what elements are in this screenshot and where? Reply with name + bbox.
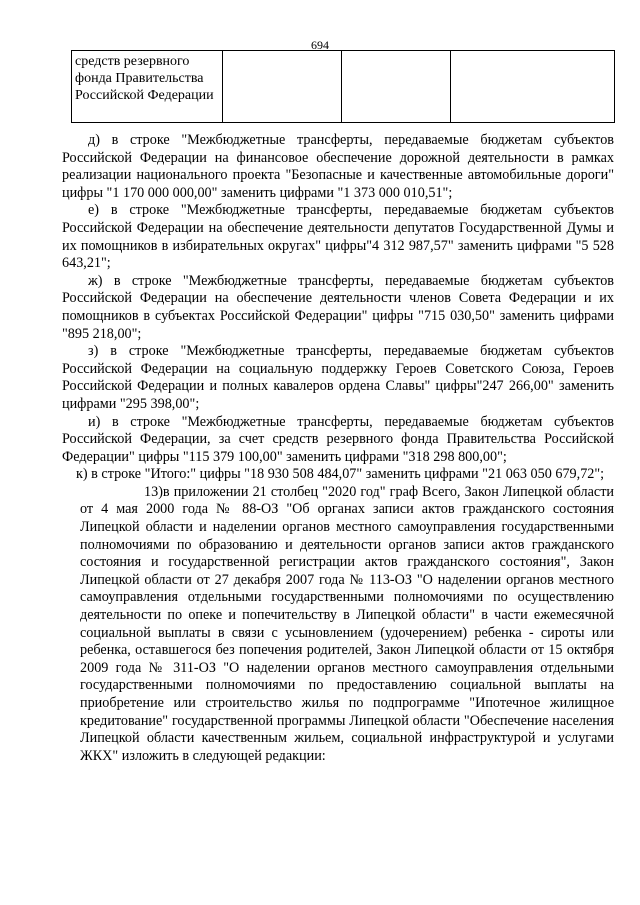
table-row [72, 51, 615, 123]
paragraph-d: д) в строке "Межбюджетные трансферты, передаваемые бюджетам субъектов Российской Федерации на финансовое обеспечение дорожной деятельности в рамках реализации национального проекта "Безопасные и качественные автомобильные дороги" цифры "1 170 000 000,00" заменить цифрами "1 373 000 010,51"; [62, 132, 614, 201]
paragraph-z: з) в строке "Межбюджетные трансферты, передаваемые бюджетам субъектов Российской Федерации на социальную поддержку Героев Советского Союза, Героев Российской Федерации и полных кавалеров ордена Славы" цифры"247 266,00" заменить цифрами "295 398,00"; [62, 343, 614, 412]
table-cell [342, 51, 451, 123]
section-13: 13)в приложении 21 столбец "2020 год" граф Всего, Закон Липецкой области от 4 мая 2000 года № 88-ОЗ "Об органах записи актов гражданского состояния Липецкой области и наделении органов местного самоуправления государственными полномочиями по образованию и деятельности органов записи актов гражданского состояния и государственной регистрации актов гражданского состояния", Закон Липецкой области от 27 декабря 2007 года № 113-ОЗ "О наделении органов местного самоуправления отдельными государственными полномочиями по осуществлению деятельности по опеке и попечительству в Липецкой области" в части ежемесячной социальной выплаты в связи с усыновлением (удочерением) ребенка - сироты или ребенка, оставшегося без попечения родителей, Закон Липецкой области от 15 октября 2009 года № 311-ОЗ "О наделении органов местного самоуправления отдельными государственными полномочиями по предоставлению социальной выплаты на приобретение или строительство жилья по подпрограмме "Ипотечное жилищное кредитование" государственной программы Липецкой области "Обеспечение населения Липецкой области качественным жильем, социальной инфраструктурой и услугами ЖКХ" изложить в следующей редакции: [80, 483, 614, 764]
budget-table [71, 50, 615, 123]
paragraph-k: к) в строке "Итого:" цифры "18 930 508 484,07" заменить цифрами "21 063 050 679,72"; [76, 466, 605, 483]
table-cell [451, 51, 615, 123]
table-cell [223, 51, 342, 123]
paragraph-zh: ж) в строке "Межбюджетные трансферты, передаваемые бюджетам субъектов Российской Федерации на обеспечение деятельности членов Совета Федерации и их помощников в субъектах Российской Федерации" цифры "715 030,50" заменить цифрами "895 218,00"; [62, 272, 614, 342]
paragraph-i: и) в строке "Межбюджетные трансферты, передаваемые бюджетам субъектов Российской Федерации, за счет средств резервного фонда Правительства Российской Федерации" цифры "115 379 100,00" заменить цифрами "318 298 800,00"; [62, 413, 614, 465]
table-cell-name: средств резервного фонда Правительства Российской Федерации [72, 51, 223, 123]
document-body [62, 132, 614, 765]
page-number: 694 [311, 38, 329, 52]
paragraph-e: е) в строке "Межбюджетные трансферты, передаваемые бюджетам субъектов Российской Федерации на обеспечение деятельности депутатов Государственной Думы и их помощников в избирательных округах" цифры"4 312 987,57" заменить цифрами "5 528 643,21"; [62, 202, 614, 272]
